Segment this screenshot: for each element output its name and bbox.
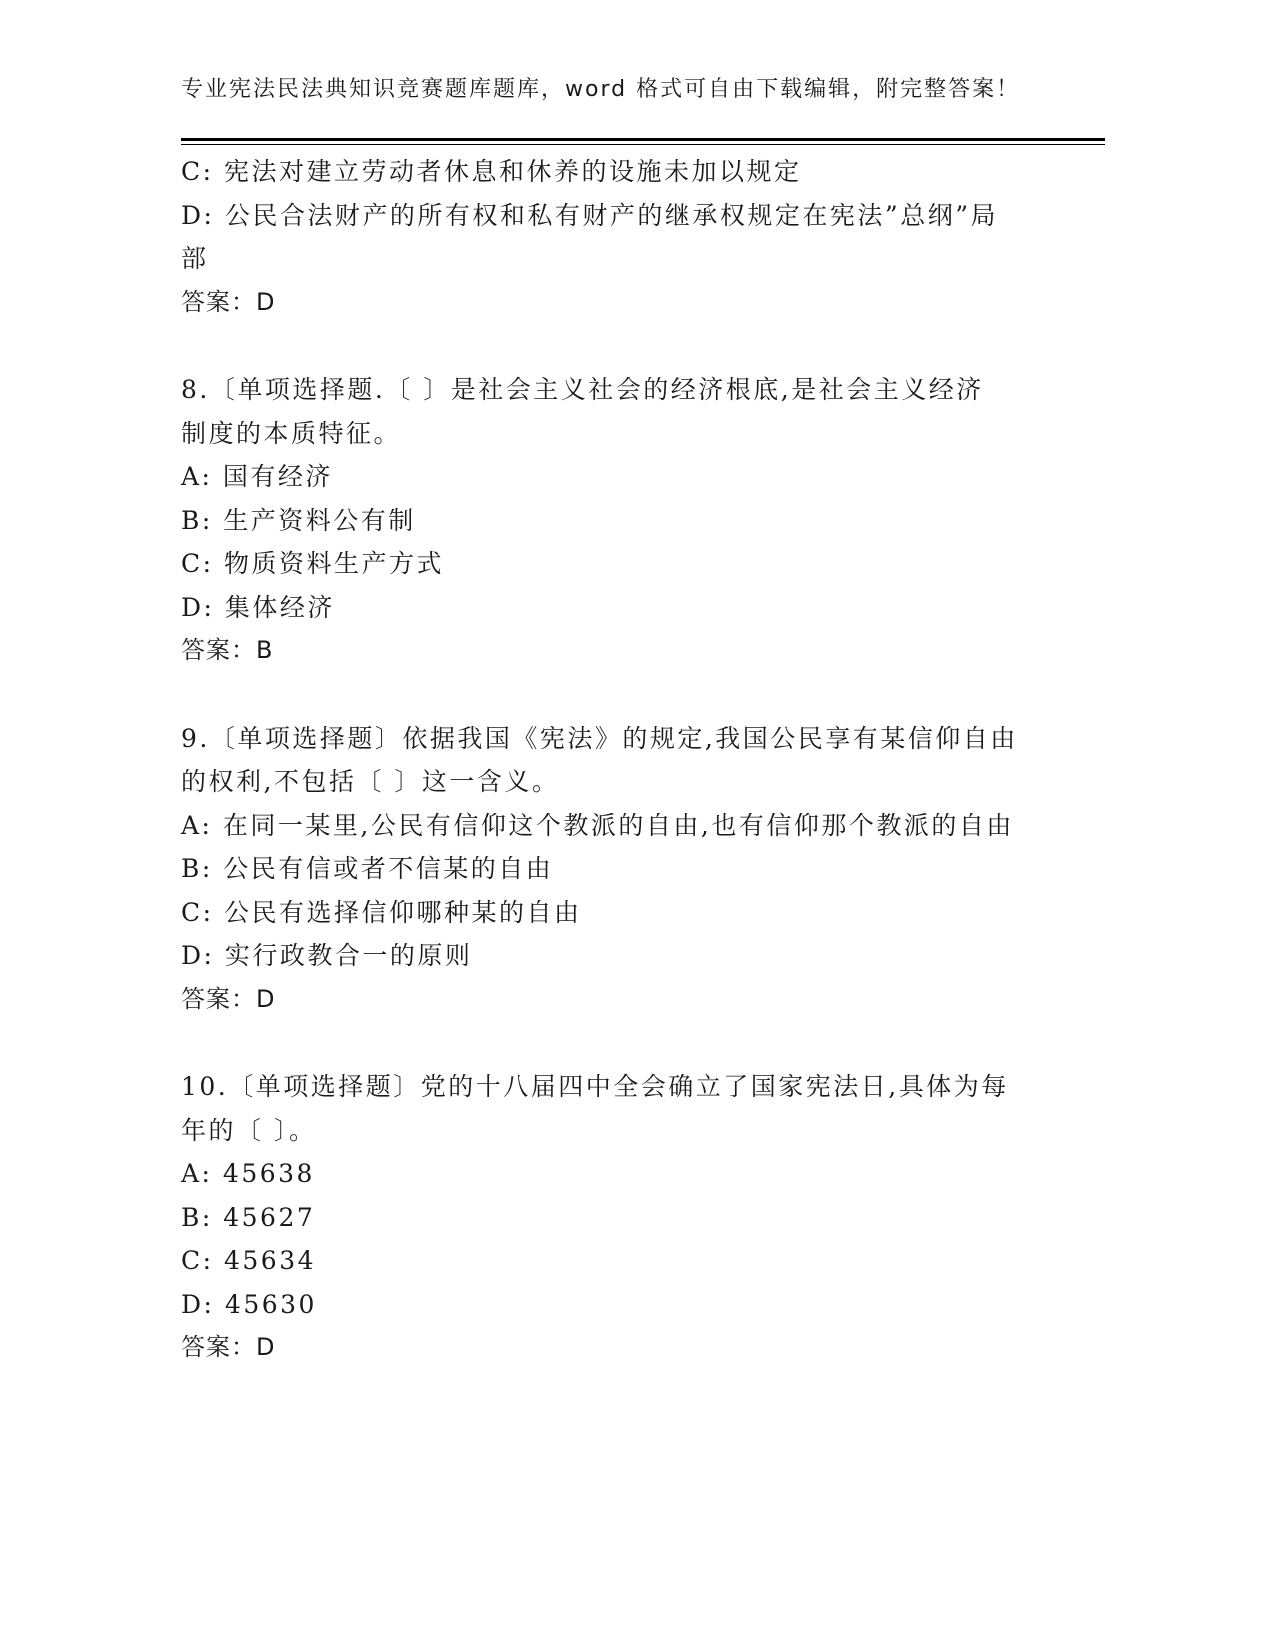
question-9 (181, 717, 1041, 1022)
spacer (181, 673, 1041, 717)
option-c: C: 物质资料生产方式 (181, 549, 444, 578)
header-rule-thin (181, 144, 1105, 145)
option-d: D: 实行政教合一的原则 (181, 941, 473, 970)
answer: 答案：D (181, 984, 276, 1013)
spacer (181, 324, 1041, 368)
option-d: D: 公民合法财产的所有权和私有财产的继承权规定在宪法”总纲”局 (181, 200, 998, 230)
header-rule-thick (181, 138, 1105, 141)
option-a: A: 45638 (181, 1159, 315, 1188)
question-stem: 9.〔单项选择题〕依据我国《宪法》的规定,我国公民享有某信仰自由 (181, 723, 1018, 753)
option-a: A: 在同一某里,公民有信仰这个教派的自由,也有信仰那个教派的自由 (181, 810, 1014, 840)
answer: 答案：D (181, 1333, 276, 1361)
question-stem: 8.〔单项选择题.〔 〕是社会主义社会的经济根底,是社会主义经济 (181, 375, 984, 404)
question-stem-continued: 的权利,不包括〔 〕这一含义。 (181, 767, 560, 796)
option-b: B: 45627 (181, 1202, 316, 1232)
option-c: C: 公民有选择信仰哪种某的自由 (181, 897, 582, 927)
option-b: B: 生产资料公有制 (181, 505, 416, 535)
option-a: A: 国有经济 (181, 462, 333, 491)
question-stem-continued: 年的〔 〕。 (181, 1115, 317, 1145)
carryover-block (181, 150, 1041, 324)
option-d: D: 45630 (181, 1289, 317, 1319)
question-8 (181, 368, 1041, 673)
question-stem-continued: 制度的本质特征。 (181, 418, 402, 448)
option-c: C: 45634 (181, 1246, 317, 1275)
option-c: C: 宪法对建立劳动者休息和休养的设施未加以规定 (181, 157, 802, 186)
answer: 答案：D (181, 287, 276, 316)
document-body (181, 150, 1041, 1370)
option-d-continued: 部 (181, 244, 209, 273)
question-stem: 10.〔单项选择题〕党的十八届四中全会确立了国家宪法日,具体为每 (181, 1072, 1009, 1101)
answer: 答案：B (181, 636, 274, 664)
question-10 (181, 1065, 1041, 1370)
spacer (181, 1021, 1041, 1065)
option-b: B: 公民有信或者不信某的自由 (181, 854, 554, 883)
page-header: 专业宪法民法典知识竞赛题库题库，word 格式可自由下载编辑，附完整答案！ (181, 77, 1021, 102)
option-d: D: 集体经济 (181, 592, 335, 622)
